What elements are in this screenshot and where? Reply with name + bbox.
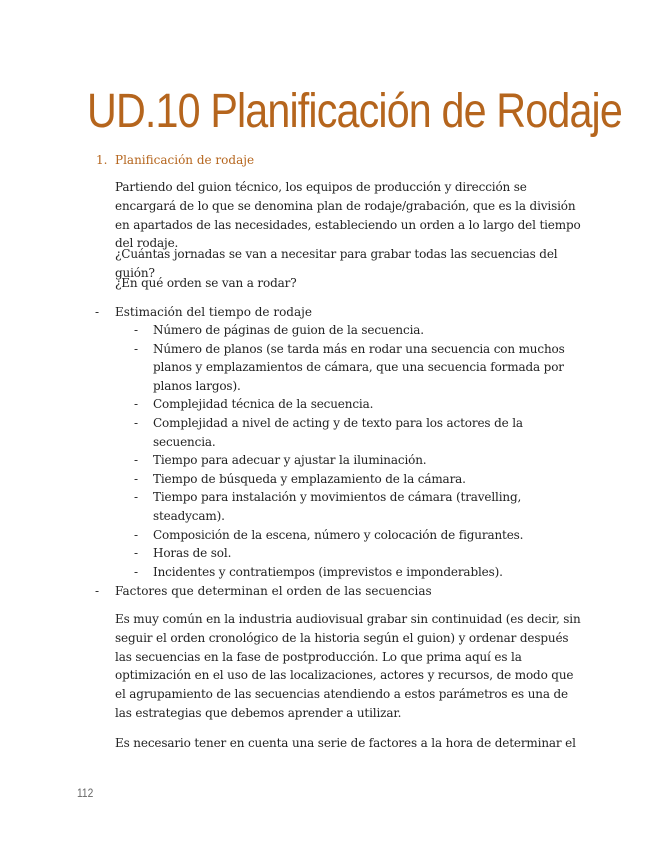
bullet-dash: - bbox=[134, 564, 138, 579]
list-item-text: Composición de la escena, número y colocación de figurantes. bbox=[153, 527, 524, 542]
factors-heading-text: Factores que determinan el orden de las secuencias bbox=[115, 584, 432, 598]
factors-paragraph-1: Es muy común en la industria audiovisual grabar sin continuidad (es decir, sin seguir el orden cronológico de la historia según el guion) y ordenar después las secuencias en la fase de postproducción. Lo que prima aquí es la optimización en el uso de las localizaciones, actores y recursos, de modo que el agrupamiento de las secuencias atendiendo a estos parámetros es una de las estrategias que debemos aprender a utilizar. bbox=[115, 612, 581, 720]
bullet-dash: - bbox=[134, 415, 138, 430]
page-title: UD.10 Planificación de Rodaje bbox=[87, 85, 622, 138]
list-item-text: Número de páginas de guion de la secuencia. bbox=[153, 323, 424, 337]
list-item-text: Incidentes y contratiempos (imprevistos e imponderables). bbox=[153, 564, 503, 579]
list-item bbox=[134, 414, 584, 451]
list-item-text: Horas de sol. bbox=[153, 546, 232, 561]
list-item bbox=[134, 563, 584, 582]
list-item-text: Tiempo para instalación y movimientos de cámara (travelling, steadycam). bbox=[153, 490, 522, 523]
list-item bbox=[134, 451, 584, 470]
bullet-dash: - bbox=[95, 305, 100, 319]
list-item bbox=[134, 488, 584, 525]
intro-paragraph-2: ¿Cuántas jornadas se van a necesitar para grabar todas las secuencias del guión? bbox=[115, 247, 558, 280]
intro-paragraph-1: Partiendo del guion técnico, los equipos de producción y dirección se encargará de lo que se denomina plan de rodaje/grabación, que es la división en apartados de las necesidades, estableciendo un orden a lo largo del tiempo del rodaje. bbox=[115, 180, 581, 251]
section-number: 1. bbox=[96, 153, 108, 167]
list-item-text: Tiempo de búsqueda y emplazamiento de la cámara. bbox=[153, 471, 466, 486]
intro-paragraph-3: ¿En qué orden se van a rodar? bbox=[115, 276, 297, 290]
list-item bbox=[134, 470, 584, 489]
bullet-dash: - bbox=[95, 584, 100, 598]
bullet-dash: - bbox=[134, 397, 138, 412]
list-item bbox=[134, 395, 584, 414]
section-heading bbox=[96, 151, 254, 169]
list-item bbox=[134, 340, 584, 396]
bullet-dash: - bbox=[134, 341, 138, 356]
bullet-dash: - bbox=[134, 323, 138, 337]
list-item-text: Tiempo para adecuar y ajustar la iluminación. bbox=[153, 453, 427, 468]
bullet-dash: - bbox=[134, 453, 138, 468]
bullet-dash: - bbox=[134, 527, 138, 542]
bullet-dash: - bbox=[134, 546, 138, 561]
list-item-text: Número de planos (se tarda más en rodar una secuencia con muchos planos y emplazamientos de cámara, que una secuencia formada por planos largos). bbox=[153, 341, 565, 393]
bullet-dash: - bbox=[134, 471, 138, 486]
section-heading-text: Planificación de rodaje bbox=[115, 153, 255, 167]
list-item bbox=[134, 321, 584, 340]
estimation-heading-text: Estimación del tiempo de rodaje bbox=[115, 305, 312, 319]
list-item-text: Complejidad técnica de la secuencia. bbox=[153, 397, 374, 412]
list-item bbox=[134, 526, 584, 545]
list-item bbox=[134, 544, 584, 563]
factors-heading bbox=[95, 582, 432, 600]
estimation-heading bbox=[95, 303, 312, 321]
page-number: 112 bbox=[77, 786, 94, 800]
factors-paragraph-2: Es necesario tener en cuenta una serie de factores a la hora de determinar el bbox=[115, 736, 576, 750]
estimation-list bbox=[134, 321, 584, 581]
list-item-text: Complejidad a nivel de acting y de texto para los actores de la secuencia. bbox=[153, 415, 523, 449]
bullet-dash: - bbox=[134, 490, 138, 505]
